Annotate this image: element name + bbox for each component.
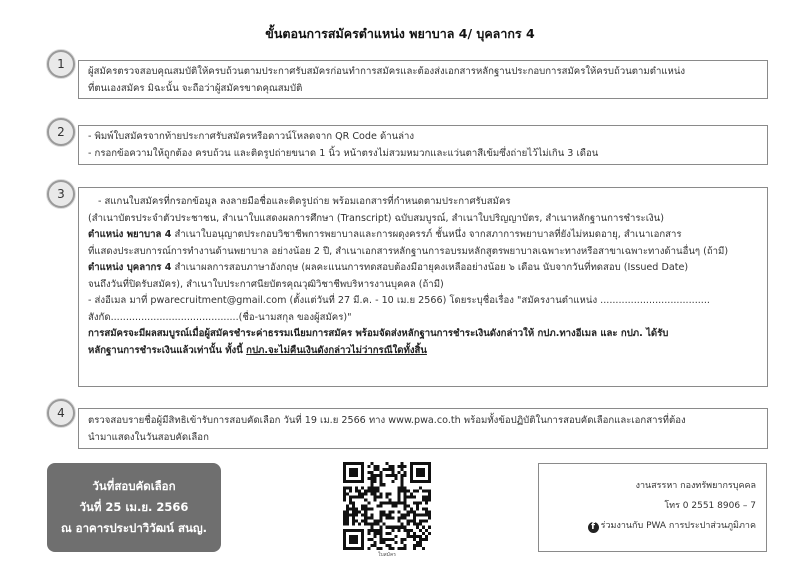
contact-box — [538, 463, 767, 552]
step-4-box — [78, 408, 768, 449]
facebook-icon: f — [588, 522, 599, 533]
step-2-box — [78, 125, 768, 165]
step-4-number: 4 — [47, 399, 75, 427]
exam-date: วันที่ 25 เม.ย. 2566 — [79, 500, 189, 514]
personnel-position-label: ตำแหน่ง บุคลากร 4 — [88, 262, 172, 273]
step-3-line-10 — [88, 343, 767, 360]
step-3-line-7: - ส่งอีเมล มาที่ pwarecruitment@gmail.com (ตั้งแต่วันที่ 27 มี.ค. - 10 เม.ย 2566) โดยระบุชื่อเรื่อง "สมัครงานตำแหน่ง .................................... — [88, 295, 710, 306]
step-1-number: 1 — [47, 50, 75, 78]
step-3-line-3 — [88, 227, 767, 244]
exam-info-box — [47, 463, 221, 552]
step-3-line-5 — [88, 260, 767, 277]
facebook-page-name: ร่วมงานกับ PWA การประปาส่วนภูมิภาค — [600, 521, 756, 531]
nurse-position-docs: สำเนาใบอนุญาตประกอบวิชาชีพการพยาบาลและการผดุงครรภ์ ชั้นหนึ่ง จากสภาการพยาบาลที่ยังไม่หมดอายุ, สำเนาเอกสาร — [171, 229, 682, 240]
step-3-line-1: - สแกนใบสมัครที่กรอกข้อมูล ลงลายมือชื่อและติดรูปถ่าย พร้อมเอกสารที่กำหนดตามประกาศรับสมัคร — [98, 196, 511, 207]
step-3-number: 3 — [47, 180, 75, 208]
exam-location: ณ อาคารประปาวิวัฒน์ สนญ. — [61, 521, 207, 535]
qr-caption: ใบสมัคร — [378, 552, 396, 558]
step-3-line-6: จนถึงวันที่ปิดรับสมัคร), สำเนาใบประกาศนียบัตรคุณวุฒิวิชาชีพบริหารงานบุคคล (ถ้ามี) — [88, 278, 444, 290]
step-1-box — [78, 60, 768, 99]
step-3-line-8: สังกัด..........................................(ชื่อ-นามสกุล ของผู้สมัคร)" — [88, 311, 352, 323]
nurse-position-label: ตำแหน่ง พยาบาล 4 — [88, 229, 172, 240]
step-3-line-9: การสมัครจะมีผลสมบูรณ์เมื่อผู้สมัครชำระค่าธรรมเนียมการสมัคร พร้อมจัดส่งหลักฐานการชำระเงินดังกล่าวให้ กปภ.ทางอีเมล และ กปภ. ได้รับ — [88, 328, 669, 339]
contact-phone: โทร 0 2551 8906 – 7 — [664, 501, 756, 511]
step-1-line-2: ที่ตนเองสมัคร มิฉะนั้น จะถือว่าผู้สมัครขาดคุณสมบัติ — [88, 82, 303, 94]
contact-department: งานสรรหา กองทรัพยากรบุคคล — [635, 481, 756, 491]
page-title: ขั้นตอนการสมัครตำแหน่ง พยาบาล 4/ บุคลากร 4 — [265, 26, 535, 41]
step-2-number: 2 — [47, 118, 75, 146]
step-2-line-1: - พิมพ์ใบสมัครจากท้ายประกาศรับสมัครหรือดาวน์โหลดจาก QR Code ด้านล่าง — [88, 131, 415, 142]
step-3-line-4: ที่แสดงประสบการณ์การทำงานด้านพยาบาล อย่างน้อย 2 ปี, สำเนาเอกสารหลักฐานการอบรมหลักสูตรพยาบาลเฉพาะทางหรือสาขาเฉพาะทางด้านอื่นๆ (ถ้ามี) — [88, 245, 729, 257]
exam-title: วันที่สอบคัดเลือก — [92, 479, 176, 493]
step-2-line-2: - กรอกข้อความให้ถูกต้อง ครบถ้วน และติดรูปถ่ายขนาด 1 นิ้ว หน้าตรงไม่สวมหมวกและแว่นตาสีเข้มซึ่งถ่ายไว้ไม่เกิน 3 เดือน — [88, 147, 599, 159]
step-3-box — [78, 187, 768, 387]
payment-note: หลักฐานการชำระเงินแล้วเท่านั้น ทั้งนี้ — [88, 344, 247, 356]
contact-facebook[interactable] — [539, 516, 756, 536]
step-4-line-2: นำมาแสดงในวันสอบคัดเลือก — [88, 431, 209, 443]
application-qr-code[interactable] — [343, 462, 431, 550]
step-3-line-2: (สำเนาบัตรประจำตัวประชาชน, สำเนาใบแสดงผลการศึกษา (Transcript) ฉบับสมบูรณ์, สำเนาใบปริญญาบัตร, สำเนาหลักฐานการชำระเงิน) — [88, 212, 664, 224]
no-refund-note: กปภ.จะไม่คืนเงินดังกล่าวไม่ว่ากรณีใดทั้งสิ้น — [246, 344, 427, 356]
step-1-line-1: ผู้สมัครตรวจสอบคุณสมบัติให้ครบถ้วนตามประกาศรับสมัครก่อนทำการสมัครและต้องส่งเอกสารหลักฐานประกอบการสมัครให้ครบถ้วนตามตำแหน่ง — [88, 66, 686, 77]
personnel-position-docs: สำเนาผลการสอบภาษาอังกฤษ (ผลคะแนนการทดสอบต้องมีอายุคงเหลืออย่างน้อย ๖ เดือน นับจากวันที่ทดสอบ (Issued Date) — [171, 262, 689, 273]
step-4-line-1: ตรวจสอบรายชื่อผู้มีสิทธิเข้ารับการสอบคัดเลือก วันที่ 19 เม.ย 2566 ทาง www.pwa.co.th พร้อมทั้งข้อปฏิบัติในการสอบคัดเลือกและเอกสารที่ต้อง — [88, 415, 686, 426]
